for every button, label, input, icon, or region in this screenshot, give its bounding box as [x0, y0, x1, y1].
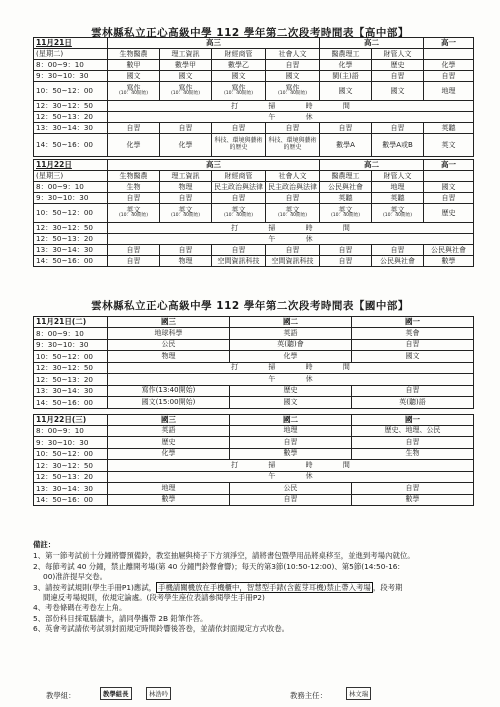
senior-schedule-table — [33, 37, 474, 267]
time-slot: 9：30~10：30 — [34, 71, 108, 82]
exam-subject-cell: 英(聽)語 — [352, 397, 474, 409]
day-date: 11月21日 — [34, 38, 108, 49]
break-cell: 打 掃 時 間 — [108, 101, 474, 112]
exam-subject-cell — [320, 71, 372, 82]
exam-subject-cell — [108, 193, 160, 204]
schedule-row — [34, 483, 474, 495]
schedule-row — [34, 437, 474, 449]
note-1: 1、第一節考試前十分鐘將響預備鈴，教室抽屜與椅子下方須淨空，請將書包暨學用品將桌移至，並進到考場內就位。 — [33, 551, 415, 561]
exam-subject-cell — [372, 60, 424, 71]
schedule-row — [34, 245, 474, 256]
exam-subject-cell — [212, 193, 266, 204]
schedule-row — [34, 448, 474, 460]
exam-subject: 英聽 — [441, 123, 456, 132]
break-cell: 打 掃 時 間 — [108, 223, 474, 234]
director-seal: 林文瑞 — [346, 687, 371, 700]
exam-subject: 英文 — [338, 206, 353, 215]
start-time-note: (10：40開始) — [118, 213, 149, 219]
schedule-row — [34, 204, 474, 223]
exam-subject-cell — [372, 71, 424, 82]
exam-subject-cell — [372, 204, 424, 223]
note-3-highlight: 手機請關機放在手機櫃中，智慧型手錶(含藍芽耳機)禁止帶入考場 — [158, 582, 371, 592]
exam-subject: 英文 — [231, 206, 246, 215]
exam-subject: 公民與社會 — [328, 182, 363, 191]
exam-subject-cell — [320, 82, 372, 101]
exam-subject-cell — [266, 134, 320, 157]
exam-subject: 數學甲 — [175, 60, 196, 69]
time-slot: 8：00~9：10 — [34, 425, 108, 437]
schedule-row — [34, 134, 474, 157]
exam-subject-cell — [424, 71, 474, 82]
exam-subject: 自習 — [338, 245, 353, 254]
exam-subject: 自習 — [285, 193, 300, 202]
notes-section — [33, 540, 478, 635]
exam-subject-cell — [372, 182, 424, 193]
note-2: 2、每節考試 40 分鐘，禁止離開考場(第 40 分鐘門鈴聲會響)；每天的第3節(10:50-12:00)、第5節(14:50-16: — [33, 561, 400, 571]
exam-subject-cell — [266, 256, 320, 267]
exam-subject: 英文 — [178, 206, 193, 215]
exam-subject-cell — [320, 204, 372, 223]
grade-header: 高二 — [320, 38, 424, 49]
exam-subject: 自習 — [285, 60, 300, 69]
exam-subject-cell — [372, 134, 424, 157]
schedule-row — [34, 397, 474, 409]
break-cell: 午 休 — [108, 234, 474, 245]
schedule-row — [34, 256, 474, 267]
exam-subject: 國文 — [178, 71, 193, 80]
exam-subject: 英文 — [441, 140, 456, 149]
time-slot: 12：30~12：50 — [34, 362, 108, 374]
exam-subject-cell: 自習 — [352, 385, 474, 397]
time-slot: 12：50~13：20 — [34, 112, 108, 123]
exam-subject: 生物 — [126, 182, 141, 191]
exam-subject: 物理 — [178, 182, 193, 191]
grade-header: 國一 — [352, 317, 474, 328]
exam-subject-cell — [108, 82, 160, 101]
schedule-row — [34, 385, 474, 397]
exam-subject-cell — [108, 245, 160, 256]
exam-subject: 自習 — [390, 123, 405, 132]
exam-subject: 數學 — [441, 256, 456, 265]
note-3-cont: 間違反考場規則，依規定論處。(段考學生座位表請參閱學生手冊P2) — [43, 593, 265, 603]
day-date: 11月21日(二) — [34, 317, 108, 328]
exam-subject: 自習 — [390, 71, 405, 80]
exam-subject: 自習 — [338, 256, 353, 265]
exam-subject: 自習 — [231, 245, 246, 254]
exam-subject: 空間資訊科技 — [217, 256, 260, 265]
time-slot: 13：30~14：30 — [34, 123, 108, 134]
exam-subject: 英文 — [285, 206, 300, 215]
junior-title: 雲林縣私立正心高級中學 112 學年第二次段考時間表【國中部】 — [91, 300, 409, 312]
day-weekday: (星期三) — [34, 171, 108, 182]
time-slot: 8：00~9：10 — [34, 328, 108, 340]
note-5: 5、部份科目採電腦讀卡，請同學攜帶 2B 鉛筆作答。 — [33, 613, 208, 623]
exam-subject-cell: 國文(15:00開始) — [108, 397, 230, 409]
time-slot: 9：30~10：30 — [34, 339, 108, 351]
note-3 — [33, 583, 478, 593]
exam-subject-cell: 地球科學 — [108, 328, 230, 340]
exam-subject-cell: 公民 — [230, 483, 352, 495]
exam-subject: 自習 — [126, 245, 141, 254]
exam-subject: 自習 — [178, 123, 193, 132]
exam-subject-cell: 自習 — [352, 339, 474, 351]
exam-subject-cell — [266, 245, 320, 256]
start-time-note: (10：40開始) — [170, 91, 201, 97]
exam-subject: 國文 — [441, 182, 456, 191]
break-cell: 午 休 — [108, 471, 474, 483]
exam-subject-cell — [424, 204, 474, 223]
schedule-row — [34, 374, 474, 386]
schedule-row — [34, 60, 474, 71]
exam-subject-cell: 地理 — [230, 425, 352, 437]
exam-subject: 歷史 — [390, 60, 405, 69]
exam-subject: 數學乙 — [228, 60, 249, 69]
group-header: 社會人文 — [266, 171, 320, 182]
exam-subject-cell — [266, 204, 320, 223]
exam-subject-cell: 公民 — [108, 339, 230, 351]
grade-header: 國二 — [230, 414, 352, 425]
group-header: 理工資訊 — [160, 171, 212, 182]
group-header — [424, 171, 474, 182]
schedule-row — [34, 123, 474, 134]
teaching-stamp: 教學組長 — [100, 687, 132, 700]
schedule-row — [34, 82, 474, 101]
exam-subject-cell — [108, 204, 160, 223]
time-slot: 12：50~13：20 — [34, 234, 108, 245]
schedule-row — [34, 471, 474, 483]
director-label: 教務主任： — [290, 691, 327, 700]
grade-header: 國一 — [352, 414, 474, 425]
start-time-note: (10：40開始) — [330, 213, 361, 219]
exam-subject-cell: 化學 — [108, 448, 230, 460]
exam-subject-cell: 國文 — [230, 397, 352, 409]
exam-subject-cell — [372, 193, 424, 204]
exam-subject-cell: 數學 — [108, 494, 230, 506]
exam-subject: 空間資訊科技 — [271, 256, 314, 265]
exam-subject: 自習 — [178, 245, 193, 254]
group-header: 財管人文 — [372, 171, 424, 182]
group-header: 社會人文 — [266, 49, 320, 60]
exam-subject: 數學A — [336, 140, 355, 149]
group-header: 生物醫農 — [108, 49, 160, 60]
exam-subject-cell — [424, 193, 474, 204]
break-cell: 打 掃 時 間 — [108, 362, 474, 374]
junior-schedule-table — [33, 316, 474, 506]
exam-subject-cell — [212, 245, 266, 256]
group-header: 理工資訊 — [160, 49, 212, 60]
exam-subject-cell: 歷史 — [108, 437, 230, 449]
exam-subject: 數甲 — [126, 60, 141, 69]
exam-subject-cell — [160, 204, 212, 223]
exam-subject-cell — [212, 60, 266, 71]
exam-subject-cell — [320, 182, 372, 193]
exam-subject: 英聽 — [338, 193, 353, 202]
group-header — [424, 49, 474, 60]
exam-subject: 國文 — [338, 86, 353, 95]
exam-subject-cell — [424, 60, 474, 71]
time-slot: 10：50~12：00 — [34, 82, 108, 101]
exam-subject: 自習 — [178, 193, 193, 202]
teaching-section-label: 教學組： — [46, 691, 76, 700]
exam-subject-cell — [108, 123, 160, 134]
exam-subject-cell — [320, 256, 372, 267]
exam-subject-cell — [320, 60, 372, 71]
exam-subject: 英文 — [390, 206, 405, 215]
exam-subject-cell — [320, 123, 372, 134]
exam-subject: 自習 — [441, 71, 456, 80]
grade-header: 高一 — [424, 160, 474, 171]
exam-subject-cell — [160, 256, 212, 267]
exam-subject-cell: 數學 — [230, 448, 352, 460]
note-2-cont: 00)准許提早交卷。 — [43, 572, 108, 582]
exam-subject: 寫作 — [285, 84, 300, 93]
exam-subject: 國文 — [390, 86, 405, 95]
time-slot: 10：50~12：00 — [34, 448, 108, 460]
exam-subject-cell: 地理 — [108, 483, 230, 495]
exam-subject-cell — [160, 82, 212, 101]
start-time-note: (10：40開始) — [223, 213, 254, 219]
exam-subject: 化學 — [178, 140, 193, 149]
exam-subject-cell: 自習 — [352, 483, 474, 495]
time-slot: 8：00~9：10 — [34, 182, 108, 193]
exam-subject: 國文 — [285, 71, 300, 80]
exam-subject-cell — [108, 71, 160, 82]
time-slot: 12：30~12：50 — [34, 101, 108, 112]
exam-subject: 國文 — [126, 71, 141, 80]
exam-subject-cell — [424, 256, 474, 267]
exam-subject-cell — [160, 123, 212, 134]
start-time-note: (10：40開始) — [170, 213, 201, 219]
time-slot: 14：50~16：00 — [34, 256, 108, 267]
time-slot: 9：30~10：30 — [34, 437, 108, 449]
time-slot: 14：50~16：00 — [34, 397, 108, 409]
exam-subject-cell — [108, 182, 160, 193]
exam-subject-cell: 自習 — [230, 437, 352, 449]
exam-subject-cell — [320, 193, 372, 204]
exam-subject-cell: 英語 — [108, 425, 230, 437]
note-6: 6、英會考試請依考試須封面規定時間鈴響後答卷，並請依封面規定方式收卷。 — [33, 624, 289, 634]
exam-subject: 閩(主)語 — [332, 71, 359, 80]
exam-subject-cell: 寫作(13:40開始) — [108, 385, 230, 397]
teaching-seal: 林浩吟 — [146, 687, 171, 700]
break-cell: 午 休 — [108, 112, 474, 123]
exam-subject-cell: 英會 — [352, 328, 474, 340]
break-cell: 午 休 — [108, 374, 474, 386]
exam-subject-cell — [108, 256, 160, 267]
exam-subject: 自習 — [338, 123, 353, 132]
exam-subject-cell — [320, 134, 372, 157]
day-date: 11月22日 — [34, 160, 108, 171]
time-slot: 14：50~16：00 — [34, 134, 108, 157]
exam-subject-cell — [424, 245, 474, 256]
exam-subject: 地理 — [390, 182, 405, 191]
exam-subject-cell — [424, 134, 474, 157]
exam-subject-cell — [108, 60, 160, 71]
exam-subject-cell: 化學 — [230, 351, 352, 363]
exam-subject: 寫作 — [231, 84, 246, 93]
exam-subject: 自習 — [285, 245, 300, 254]
exam-subject-cell: 自習 — [230, 494, 352, 506]
exam-subject: 英聽 — [390, 193, 405, 202]
exam-subject: 地理 — [441, 86, 456, 95]
exam-subject-cell — [212, 134, 266, 157]
grade-header: 高一 — [424, 38, 474, 49]
start-time-note: (10：40開始) — [277, 213, 308, 219]
exam-subject-cell — [160, 193, 212, 204]
exam-subject-cell: 物理 — [108, 351, 230, 363]
exam-subject-cell — [108, 134, 160, 157]
start-time-note: (10：40開始) — [382, 213, 413, 219]
exam-subject-cell — [160, 182, 212, 193]
exam-subject-cell: 英(聽)會 — [230, 339, 352, 351]
notes-heading: 備註： — [33, 540, 56, 549]
exam-subject: 自習 — [231, 193, 246, 202]
exam-subject: 自習 — [390, 245, 405, 254]
exam-subject: 國文 — [231, 71, 246, 80]
group-header: 醫農理工 — [320, 171, 372, 182]
grade-header: 高二 — [320, 160, 424, 171]
exam-subject-cell — [266, 71, 320, 82]
exam-subject: 英文 — [126, 206, 141, 215]
schedule-row — [34, 193, 474, 204]
time-slot: 10：50~12：00 — [34, 204, 108, 223]
time-slot: 8：00~9：10 — [34, 60, 108, 71]
exam-subject: 民主政治與法律 — [268, 182, 317, 191]
exam-subject: 自習 — [285, 123, 300, 132]
exam-subject-cell: 歷史、地理、公民 — [352, 425, 474, 437]
exam-subject: 科技、環境與藝術的歷史 — [268, 137, 317, 151]
exam-subject: 自習 — [231, 123, 246, 132]
exam-subject: 數學A或B — [382, 140, 413, 149]
exam-subject-cell: 自習 — [352, 437, 474, 449]
schedule-row — [34, 351, 474, 363]
group-header: 財管人文 — [372, 49, 424, 60]
exam-subject-cell — [266, 123, 320, 134]
grade-header: 國二 — [230, 317, 352, 328]
time-slot: 14：50~16：00 — [34, 494, 108, 506]
exam-subject: 自習 — [441, 193, 456, 202]
schedule-row — [34, 112, 474, 123]
exam-subject-cell: 生物 — [352, 448, 474, 460]
start-time-note: (10：40開始) — [223, 91, 254, 97]
day-weekday: (星期二) — [34, 49, 108, 60]
exam-subject: 自習 — [126, 123, 141, 132]
exam-subject-cell — [320, 245, 372, 256]
exam-subject: 化學 — [126, 140, 141, 149]
group-header: 財經商管 — [212, 49, 266, 60]
exam-subject-cell — [424, 182, 474, 193]
start-time-note: (10：40開始) — [118, 91, 149, 97]
exam-subject: 寫作 — [126, 84, 141, 93]
schedule-row — [34, 71, 474, 82]
time-slot: 12：50~13：20 — [34, 374, 108, 386]
exam-subject-cell — [266, 182, 320, 193]
break-cell: 打 掃 時 間 — [108, 460, 474, 472]
exam-subject: 自習 — [126, 256, 141, 265]
exam-subject-cell — [212, 82, 266, 101]
schedule-row — [34, 494, 474, 506]
exam-subject-cell: 國文 — [352, 351, 474, 363]
exam-subject: 科技、環境與藝術的歷史 — [214, 137, 263, 151]
grade-header: 高三 — [108, 38, 320, 49]
time-slot: 10：50~12：00 — [34, 351, 108, 363]
group-header: 財經商管 — [212, 171, 266, 182]
exam-subject-cell — [212, 71, 266, 82]
grade-header: 國三 — [108, 317, 230, 328]
group-header: 生物醫農 — [108, 171, 160, 182]
exam-subject: 民主政治與法律 — [214, 182, 263, 191]
exam-subject-cell — [212, 204, 266, 223]
note-4: 4、考卷條碼在考卷左上角。 — [33, 603, 127, 613]
exam-subject: 公民與社會 — [431, 245, 466, 254]
exam-subject-cell — [160, 60, 212, 71]
exam-subject-cell: 英語 — [230, 328, 352, 340]
exam-subject-cell — [212, 256, 266, 267]
schedule-row — [34, 328, 474, 340]
schedule-row — [34, 425, 474, 437]
time-slot: 13：30~14：30 — [34, 245, 108, 256]
exam-subject-cell — [372, 256, 424, 267]
grade-header: 高三 — [108, 160, 320, 171]
schedule-row — [34, 460, 474, 472]
exam-subject-cell — [266, 60, 320, 71]
exam-subject: 物理 — [178, 256, 193, 265]
exam-subject-cell — [424, 82, 474, 101]
schedule-row — [34, 182, 474, 193]
exam-subject-cell — [424, 123, 474, 134]
schedule-row — [34, 234, 474, 245]
time-slot: 12：30~12：50 — [34, 460, 108, 472]
exam-subject: 化學 — [441, 60, 456, 69]
exam-subject: 化學 — [338, 60, 353, 69]
exam-subject: 自習 — [126, 193, 141, 202]
exam-subject-cell — [212, 182, 266, 193]
exam-subject-cell: 數學 — [352, 494, 474, 506]
time-slot: 9：30~10：30 — [34, 193, 108, 204]
time-slot: 13：30~14：30 — [34, 483, 108, 495]
exam-subject-cell — [372, 123, 424, 134]
grade-header: 國三 — [108, 414, 230, 425]
exam-subject-cell — [160, 134, 212, 157]
start-time-note: (10：40開始) — [277, 91, 308, 97]
note-3-lead: 3、請按考試規則(學生手冊P1)應試， — [33, 582, 157, 592]
group-header: 醫農理工 — [320, 49, 372, 60]
exam-subject-cell — [266, 193, 320, 204]
exam-subject-cell — [160, 245, 212, 256]
time-slot: 13：30~14：30 — [34, 385, 108, 397]
time-slot: 12：30~12：50 — [34, 223, 108, 234]
schedule-row — [34, 101, 474, 112]
exam-subject-cell — [266, 82, 320, 101]
exam-subject: 公民與社會 — [380, 256, 415, 265]
exam-subject: 歷史 — [441, 208, 456, 217]
exam-subject-cell — [160, 71, 212, 82]
time-slot: 12：50~13：20 — [34, 471, 108, 483]
note-3-tail: ，段考期 — [372, 582, 403, 592]
exam-subject-cell: 歷史 — [230, 385, 352, 397]
schedule-row — [34, 223, 474, 234]
exam-subject-cell — [372, 82, 424, 101]
senior-title: 雲林縣私立正心高級中學 112 學年第二次段考時間表【高中部】 — [91, 27, 409, 39]
exam-subject-cell — [212, 123, 266, 134]
exam-subject: 寫作 — [178, 84, 193, 93]
day-date: 11月22日(三) — [34, 414, 108, 425]
schedule-row — [34, 339, 474, 351]
exam-subject-cell — [372, 245, 424, 256]
schedule-row — [34, 362, 474, 374]
